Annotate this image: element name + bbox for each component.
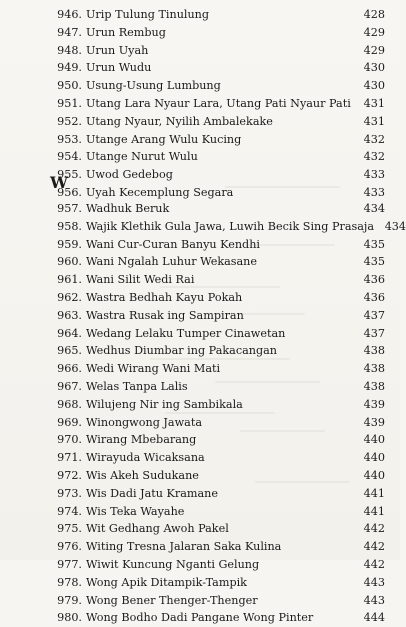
entry-number: 960. [57, 255, 82, 269]
index-entry [50, 166, 385, 184]
index-entry [50, 307, 385, 325]
index-entry [50, 42, 385, 60]
index-entry [50, 6, 385, 24]
entry-title: Urun Rembug [86, 25, 166, 39]
entry-title: Wong Apik Ditampik-Tampik [86, 575, 247, 589]
index-entry [50, 24, 385, 42]
entry-page-number: 440 [363, 468, 385, 482]
entry-number: 963. [57, 308, 82, 322]
entry-title: Urun Uyah [86, 43, 149, 57]
entry-number: 964. [57, 326, 82, 340]
index-entry [50, 431, 385, 449]
index-entry [50, 289, 385, 307]
entry-page-number: 442 [363, 557, 385, 571]
index-list-u-section [50, 6, 385, 202]
entry-number: 954. [57, 150, 82, 164]
entry-number: 966. [57, 362, 82, 376]
entry-number: 955. [57, 168, 82, 182]
entry-page-number: 431 [363, 96, 385, 110]
entry-number: 953. [57, 132, 82, 146]
entry-page-number: 441 [363, 504, 385, 518]
entry-title: Wani Cur-Curan Banyu Kendhi [86, 237, 260, 251]
entry-page-number: 433 [363, 185, 385, 199]
entry-title: Wirayuda Wicaksana [86, 451, 205, 465]
index-entry [50, 503, 385, 521]
entry-number: 973. [57, 486, 82, 500]
index-entry [50, 396, 385, 414]
entry-page-number: 429 [363, 43, 385, 57]
entry-number: 967. [57, 379, 82, 393]
entry-number: 959. [57, 237, 82, 251]
index-entry [50, 574, 385, 592]
entry-page-number: 439 [363, 415, 385, 429]
entry-title: Urun Wudu [86, 61, 152, 75]
entry-title: Wilujeng Nir ing Sambikala [86, 397, 243, 411]
index-entry [50, 77, 385, 95]
entry-title: Uyah Kecemplung Segara [86, 185, 234, 199]
entry-title: Utang Nyaur, Nyilih Ambalekake [86, 114, 273, 128]
entry-title: Utange Arang Wulu Kucing [86, 132, 242, 146]
index-entry [50, 59, 385, 77]
entry-number: 979. [57, 593, 82, 607]
entry-number: 976. [57, 540, 82, 554]
entry-number: 952. [57, 114, 82, 128]
entry-number: 958. [57, 219, 82, 233]
entry-title: Wong Bener Thenger-Thenger [86, 593, 258, 607]
entry-page-number: 440 [363, 451, 385, 465]
entry-title: Wis Dadi Jatu Kramane [86, 486, 219, 500]
entry-page-number: 442 [363, 540, 385, 554]
entry-page-number: 438 [363, 379, 385, 393]
index-entry [50, 449, 385, 467]
entry-title: Wedhus Diumbar ing Pakacangan [86, 344, 277, 358]
entry-title: Winongwong Jawata [86, 415, 202, 429]
entry-number: 975. [57, 522, 82, 536]
entry-page-number: 431 [363, 114, 385, 128]
entry-number: 969. [57, 415, 82, 429]
index-entry [50, 592, 385, 610]
entry-title: Wedi Wirang Wani Mati [86, 362, 221, 376]
entry-page-number: 434 [384, 219, 406, 233]
section-heading-w: W [50, 173, 69, 192]
entry-page-number: 435 [363, 255, 385, 269]
entry-title: Utang Lara Nyaur Lara, Utang Pati Nyaur Pati [86, 96, 351, 110]
index-entry [50, 218, 406, 236]
index-entry [50, 113, 385, 131]
index-entry [50, 485, 385, 503]
entry-title: Wani Ngalah Luhur Wekasane [86, 255, 258, 269]
entry-page-number: 429 [363, 25, 385, 39]
index-entry [50, 200, 385, 218]
entry-title: Wajik Klethik Gula Jawa, Luwih Becik Sing Prasaja [86, 219, 375, 233]
index-entry [50, 325, 385, 343]
entry-title: Utange Nurut Wulu [86, 150, 198, 164]
entry-title: Usung-Usung Lumbung [86, 79, 221, 93]
entry-title: Welas Tanpa Lalis [86, 379, 188, 393]
entry-page-number: 438 [363, 344, 385, 358]
entry-title: Wis Akeh Sudukane [86, 468, 199, 482]
entry-number: 947. [57, 25, 82, 39]
index-entry [50, 342, 385, 360]
entry-title: Wani Silit Wedi Rai [86, 273, 195, 287]
index-entry [50, 95, 385, 113]
entry-number: 977. [57, 557, 82, 571]
entry-title: Wadhuk Beruk [86, 202, 170, 215]
index-entry [50, 414, 385, 432]
index-entry [50, 520, 385, 538]
entry-title: Wastra Bedhah Kayu Pokah [86, 290, 243, 304]
entry-number: 968. [57, 397, 82, 411]
index-entry [50, 538, 385, 556]
index-entry [50, 556, 385, 574]
entry-page-number: 428 [363, 8, 385, 21]
entry-page-number: 438 [363, 362, 385, 376]
entry-title: Wit Gedhang Awoh Pakel [86, 522, 229, 536]
entry-title: Wastra Rusak ing Sampiran [86, 308, 244, 322]
index-entry [50, 148, 385, 166]
index-entry [50, 360, 385, 378]
entry-number: 951. [57, 96, 82, 110]
entry-number: 971. [57, 451, 82, 465]
entry-number: 970. [57, 433, 82, 447]
entry-title: Uwod Gedebog [86, 168, 173, 182]
index-list-w-section [50, 200, 406, 627]
entry-page-number: 430 [363, 79, 385, 93]
entry-title: Urip Tulung Tinulung [86, 8, 210, 21]
entry-page-number: 432 [363, 150, 385, 164]
entry-page-number: 437 [363, 308, 385, 322]
entry-page-number: 441 [363, 486, 385, 500]
index-entry [50, 609, 385, 627]
index-entry [50, 131, 385, 149]
entry-page-number: 436 [363, 273, 385, 287]
entry-number: 957. [57, 202, 82, 215]
entry-title: Wiwit Kuncung Nganti Gelung [86, 557, 260, 571]
entry-title: Wedang Lelaku Tumper Cinawetan [86, 326, 286, 340]
entry-number: 980. [57, 611, 82, 625]
entry-page-number: 434 [363, 202, 385, 215]
entry-number: 972. [57, 468, 82, 482]
index-entry [50, 236, 385, 254]
entry-number: 950. [57, 79, 82, 93]
entry-page-number: 439 [363, 397, 385, 411]
entry-page-number: 444 [363, 611, 385, 625]
entry-number: 962. [57, 290, 82, 304]
entry-number: 949. [57, 61, 82, 75]
entry-page-number: 443 [363, 593, 385, 607]
entry-page-number: 436 [363, 290, 385, 304]
entry-title: Wirang Mbebarang [86, 433, 197, 447]
entry-number: 956. [57, 185, 82, 199]
entry-page-number: 435 [363, 237, 385, 251]
entry-title: Wis Teka Wayahe [86, 504, 185, 518]
entry-number: 965. [57, 344, 82, 358]
entry-number: 978. [57, 575, 82, 589]
entry-page-number: 433 [363, 168, 385, 182]
entry-title: Wong Bodho Dadi Pangane Wong Pinter [86, 611, 314, 625]
entry-page-number: 432 [363, 132, 385, 146]
entry-number: 961. [57, 273, 82, 287]
entry-page-number: 442 [363, 522, 385, 536]
index-entry [50, 467, 385, 485]
entry-title: Witing Tresna Jalaran Saka Kulina [86, 540, 282, 554]
index-entry [50, 378, 385, 396]
entry-page-number: 443 [363, 575, 385, 589]
index-entry [50, 271, 385, 289]
entry-page-number: 430 [363, 61, 385, 75]
entry-number: 974. [57, 504, 82, 518]
entry-number: 946. [57, 8, 82, 21]
entry-number: 948. [57, 43, 82, 57]
entry-page-number: 437 [363, 326, 385, 340]
entry-page-number: 440 [363, 433, 385, 447]
index-entry [50, 253, 385, 271]
